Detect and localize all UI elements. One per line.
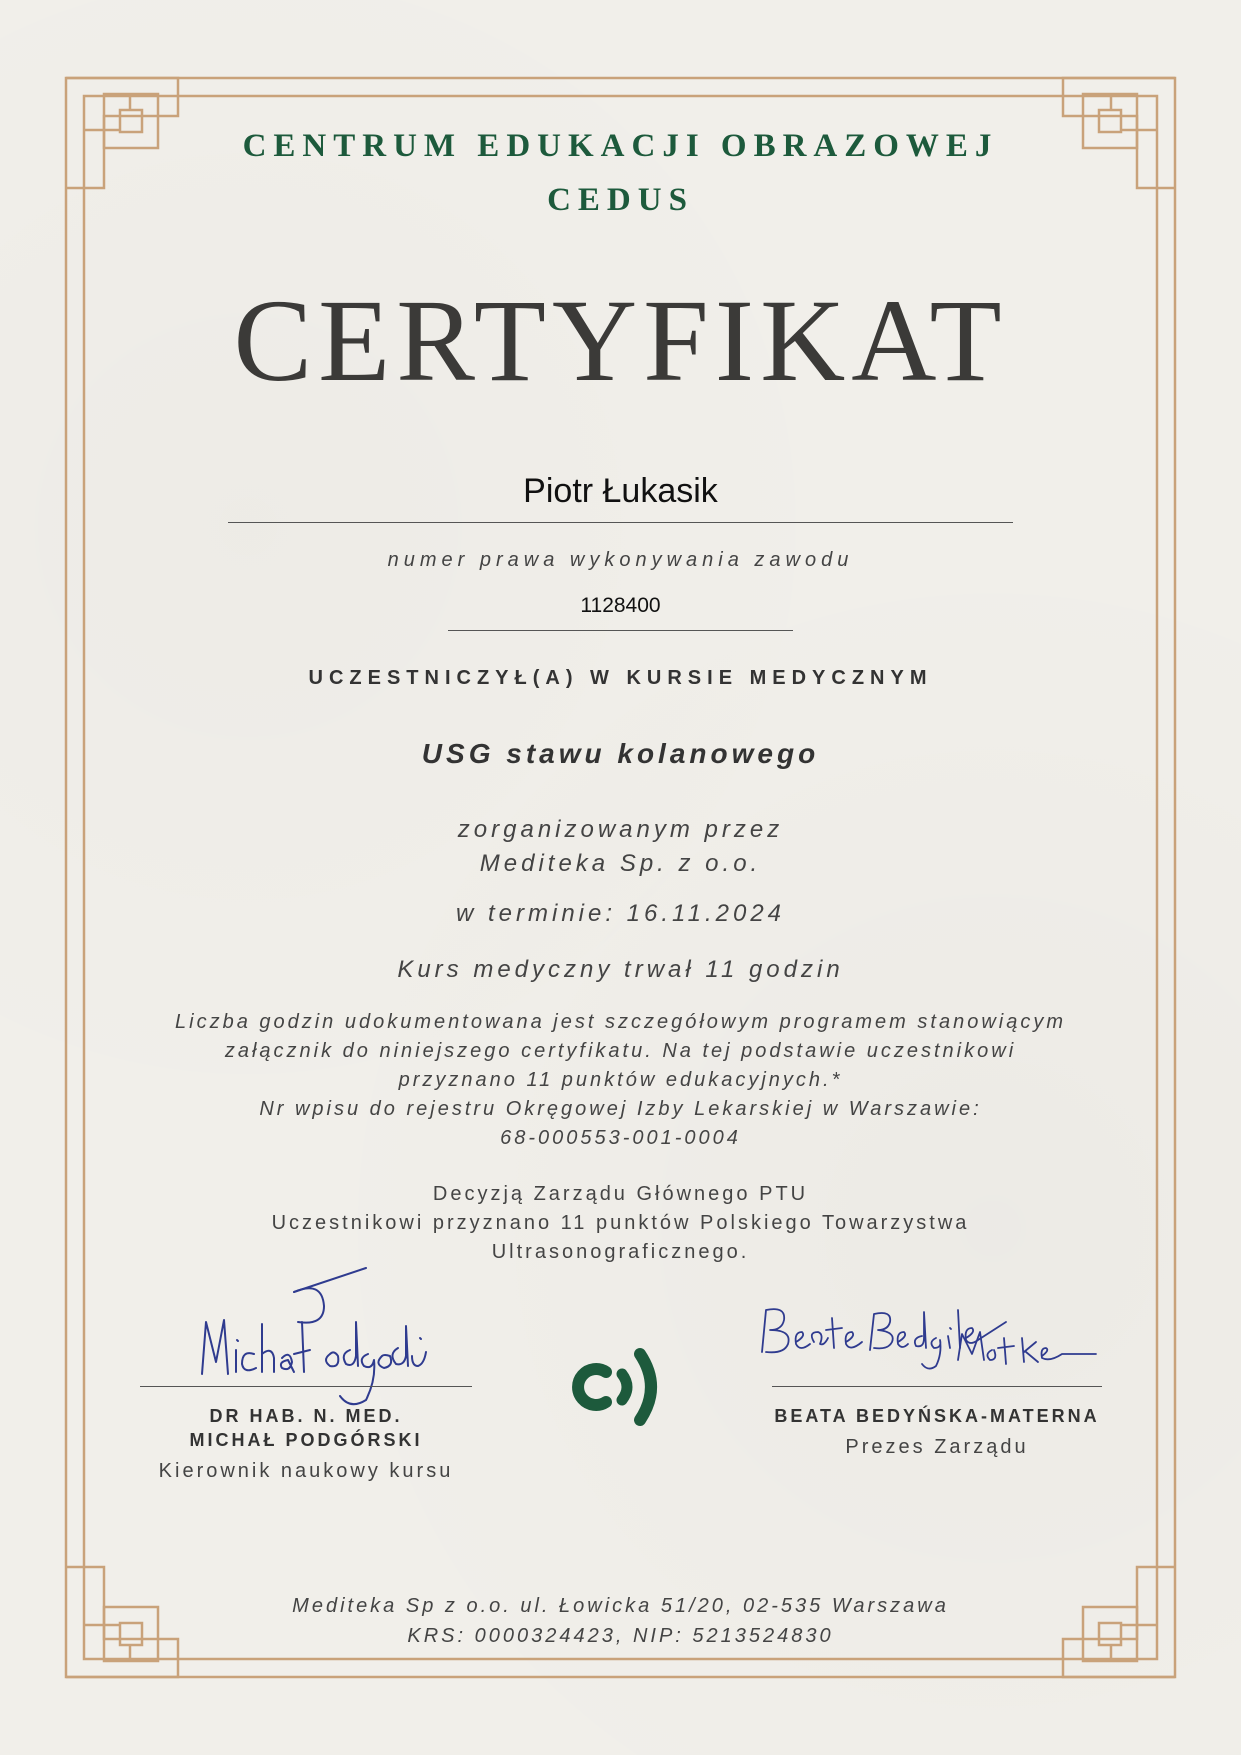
certificate-title: CERTYFIKAT (233, 275, 1008, 406)
description-line: załącznik do niniejszego certyfikatu. Na tej podstawie uczestnikowi (224, 1040, 1017, 1062)
name-underline (228, 522, 1013, 523)
description-line: Nr wpisu do rejestru Okręgowej Izby Lekarskiej w Warszawie: (259, 1098, 982, 1120)
ptu-block (0, 1180, 1241, 1267)
left-signatory-title: DR HAB. N. MED. (209, 1406, 403, 1426)
description-block (0, 1008, 1241, 1153)
left-signature-line (140, 1386, 472, 1387)
license-number: 1128400 (580, 594, 661, 617)
license-underline (448, 630, 793, 631)
course-date: w terminie: 16.11.2024 (455, 900, 786, 927)
organizer-name: Mediteka Sp. z o.o. (479, 850, 762, 877)
cedus-logo-icon (570, 1334, 680, 1438)
organization-name-line2: CEDUS (547, 182, 694, 218)
footer-address: Mediteka Sp z o.o. ul. Łowicka 51/20, 02-535 Warszawa (292, 1595, 949, 1617)
description-line: przyznano 11 punktów edukacyjnych.* (398, 1069, 843, 1091)
course-duration: Kurs medyczny trwał 11 godzin (397, 956, 844, 983)
right-signatory (752, 1404, 1122, 1459)
description-line: 68-000553-001-0004 (500, 1127, 741, 1149)
organized-by-label: zorganizowanym przez (457, 816, 784, 843)
right-signatory-name: BEATA BEDYŃSKA-MATERNA (774, 1406, 1100, 1426)
footer-registration: KRS: 0000324423, NIP: 5213524830 (407, 1625, 834, 1647)
description-line: Liczba godzin udokumentowana jest szczegółowym programem stanowiącym (175, 1011, 1066, 1033)
left-signatory-name: MICHAŁ PODGÓRSKI (189, 1430, 423, 1450)
left-signatory (120, 1404, 492, 1483)
participation-label: UCZESTNICZYŁ(A) W KURSIE MEDYCZNYM (308, 667, 933, 689)
course-name: USG stawu kolanowego (421, 738, 820, 769)
left-handwritten-signature (190, 1262, 450, 1412)
left-signatory-role: Kierownik naukowy kursu (158, 1460, 454, 1482)
license-label: numer prawa wykonywania zawodu (387, 549, 854, 571)
ptu-line: Uczestnikowi przyznano 11 punktów Polskiego Towarzystwa (271, 1212, 970, 1234)
right-signatory-role: Prezes Zarządu (845, 1436, 1029, 1458)
ptu-line: Decyzją Zarządu Głównego PTU (432, 1183, 809, 1205)
recipient-name: Piotr Łukasik (523, 472, 718, 510)
right-handwritten-signature (752, 1298, 1112, 1378)
right-signature-line (772, 1386, 1102, 1387)
ptu-line: Ultrasonograficznego. (491, 1241, 750, 1263)
organization-name-line1: CENTRUM EDUKACJI OBRAZOWEJ (242, 128, 999, 164)
footer (0, 1591, 1241, 1651)
